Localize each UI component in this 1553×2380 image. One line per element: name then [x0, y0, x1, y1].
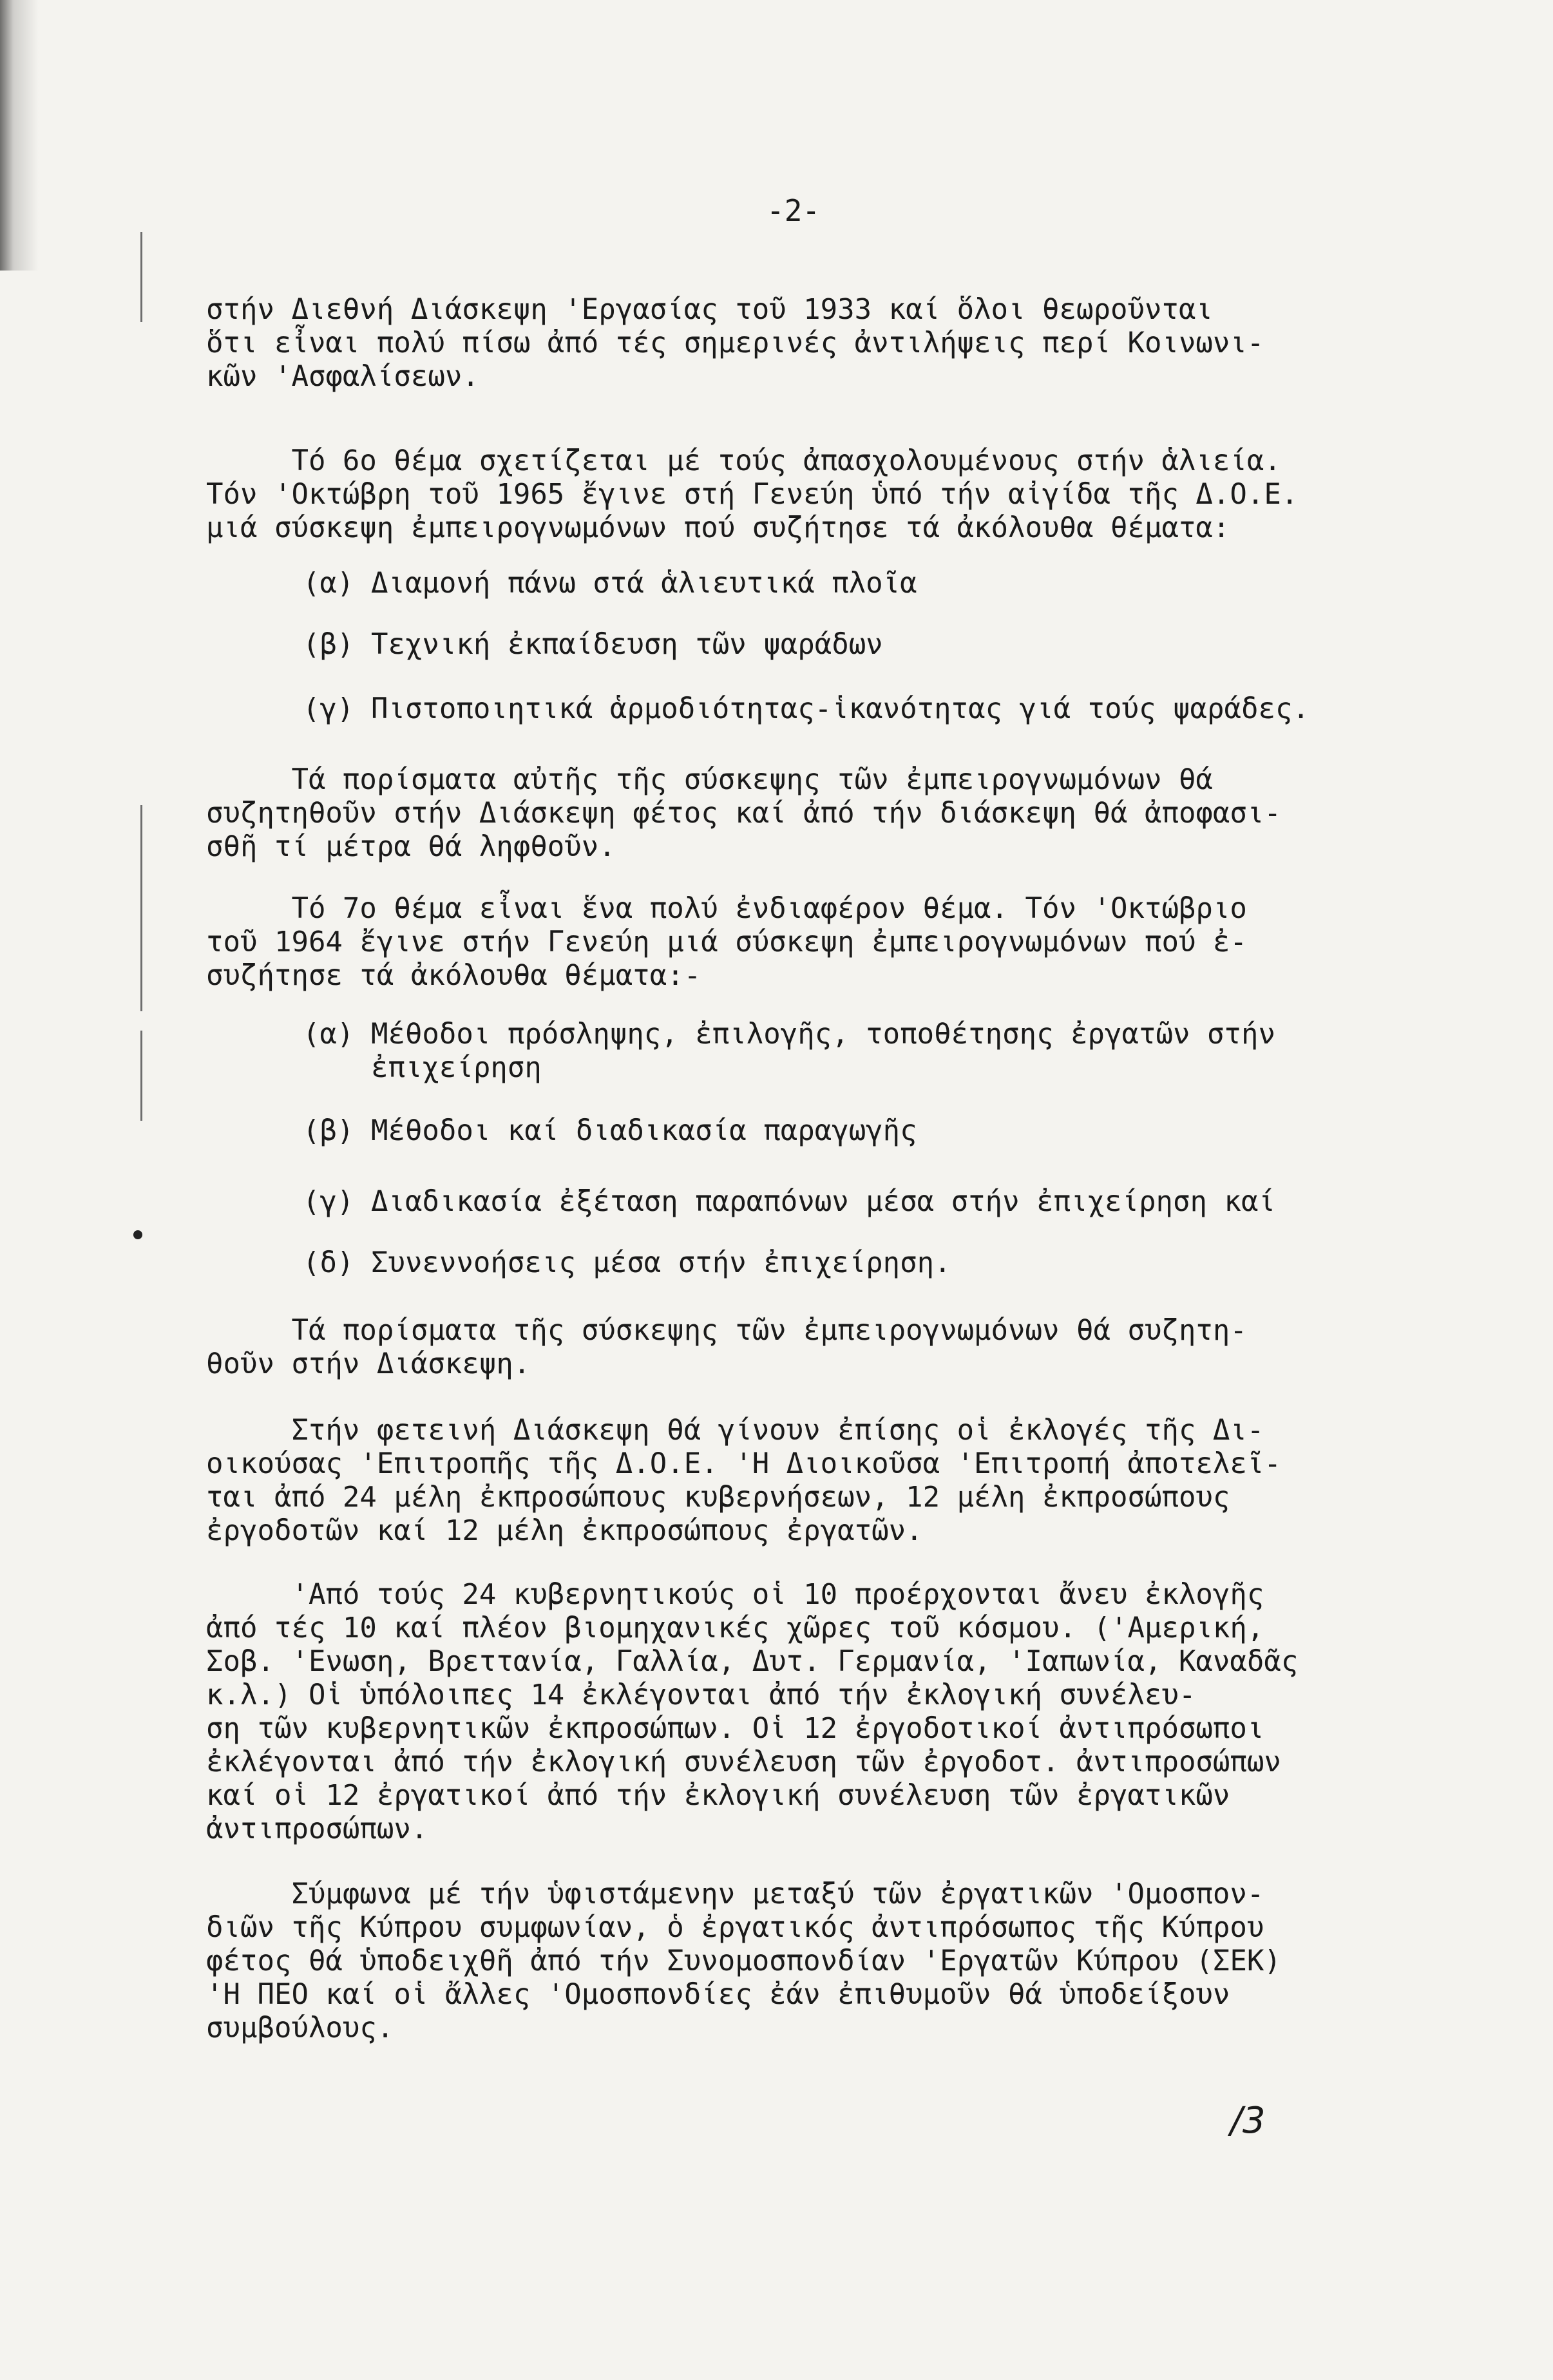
list-item: (γ) Διαδικασία ἐξέταση παραπόνων μέσα στήν ἐπιχείρηση καί: [303, 1185, 1275, 1218]
margin-line-top: [140, 232, 142, 322]
margin-line-middle: [140, 805, 142, 1011]
page-number: -2-: [767, 193, 821, 228]
paragraph-8: Σύμφωνα μέ τήν ὑφιστάμενην μεταξύ τῶν ἐργατικῶν 'Ομοσπον- διῶν τῆς Κύπρου συμφωνίαν, ὁ ἐργατικός ἀντιπρόσωπος τῆς Κύπρου φέτος θά ὑποδειχθῆ ἀπό τήν Συνομοσπονδίαν 'Εργατῶν Κύπρου (ΣΕΚ) 'Η ΠΕΟ καί οἱ ἄλλες 'Ομοσπονδίες ἐάν ἐπιθυμοῦν θά ὑποδείξουν συμβούλους.: [206, 1878, 1281, 2044]
scan-edge-shadow: [0, 0, 39, 271]
list-item: (δ) Συνεννοήσεις μέσα στήν ἐπιχείρηση.: [303, 1246, 951, 1279]
paragraph-6: Στήν φετεινή Διάσκεψη θά γίνουν ἐπίσης οἱ ἐκλογές τῆς Δι- οικούσας 'Επιτροπῆς τῆς Δ.Ο.Ε. 'Η Διοικοῦσα 'Επιτροπή ἀποτελεῖ- ται ἀπό 24 μέλη ἐκπροσώπους κυβερνήσεων, 12 μέλη ἐκπροσώπους ἐργοδοτῶν καί 12 μέλη ἐκπροσώπους ἐργατῶν.: [206, 1414, 1281, 1547]
list-item: (γ) Πιστοποιητικά ἁρμοδιότητας-ἱκανότητας γιά τούς ψαράδες.: [303, 692, 1310, 725]
list-item: (α) Μέθοδοι πρόσληψης, ἐπιλογῆς, τοποθέτησης ἐργατῶν στήν ἐπιχείρηση: [303, 1018, 1275, 1084]
margin-dot: [133, 1230, 142, 1239]
paragraph-4: Τό 7ο θέμα εἶναι ἕνα πολύ ἐνδιαφέρον θέμα. Τόν 'Οκτώβριο τοῦ 1964 ἔγινε στήν Γενεύη μιά σύσκεψη ἐμπειρογνωμόνων πού ἐ- συζήτησε τά ἀκόλουθα θέματα:-: [206, 892, 1247, 992]
margin-line-lower: [140, 1031, 142, 1121]
paragraph-7: 'Από τούς 24 κυβερνητικούς οἱ 10 προέρχονται ἄνευ ἐκλογῆς ἀπό τές 10 καί πλέον βιομηχανικές χῶρες τοῦ κόσμου. ('Αμερική, Σοβ. 'Ενωση, Βρεττανία, Γαλλία, Δυτ. Γερμανία, 'Ιαπωνία, Καναδᾶς κ.λ.) Οἱ ὑπόλοιπες 14 ἐκλέγονται ἀπό τήν ἐκλογική συνέλευ- ση τῶν κυβερνητικῶν ἐκπροσώπων. Οἱ 12 ἐργοδοτικοί ἀντιπρόσωποι ἐκλέγονται ἀπό τήν ἐκλογική συνέλευση τῶν ἐργοδοτ. ἀντιπροσώπων καί οἱ 12 ἐργατικοί ἀπό τήν ἐκλογική συνέλευση τῶν ἐργατικῶν ἀντιπροσώπων.: [206, 1578, 1299, 1845]
list-item: (β) Τεχνική ἐκπαίδευση τῶν ψαράδων: [303, 628, 883, 661]
paragraph-2: Τό 6ο θέμα σχετίζεται μέ τούς ἀπασχολουμένους στήν ἁλιεία. Τόν 'Οκτώβρη τοῦ 1965 ἔγινε στή Γενεύη ὑπό τήν αἰγίδα τῆς Δ.Ο.Ε. μιά σύσκεψη ἐμπειρογνωμόνων πού συζήτησε τά ἀκόλουθα θέματα:: [206, 444, 1299, 544]
list-item: (α) Διαμονή πάνω στά ἁλιευτικά πλοῖα: [303, 567, 917, 600]
list-item: (β) Μέθοδοι καί διαδικασία παραγωγῆς: [303, 1114, 917, 1147]
continuation-mark: /3: [1230, 2100, 1266, 2142]
paragraph-3: Τά πορίσματα αὐτῆς τῆς σύσκεψης τῶν ἐμπειρογνωμόνων θά συζητηθοῦν στήν Διάσκεψη φέτος καί ἀπό τήν διάσκεψη θά ἀποφασι- σθῆ τί μέτρα θά ληφθοῦν.: [206, 763, 1281, 863]
paragraph-5: Τά πορίσματα τῆς σύσκεψης τῶν ἐμπειρογνωμόνων θά συζητη- θοῦν στήν Διάσκεψη.: [206, 1314, 1247, 1380]
paragraph-1: στήν Διεθνή Διάσκεψη 'Εργασίας τοῦ 1933 καί ὅλοι θεωροῦνται ὅτι εἶναι πολύ πίσω ἀπό τές σημερινές ἀντιλήψεις περί Κοινωνι- κῶν 'Ασφαλίσεων.: [206, 293, 1264, 393]
